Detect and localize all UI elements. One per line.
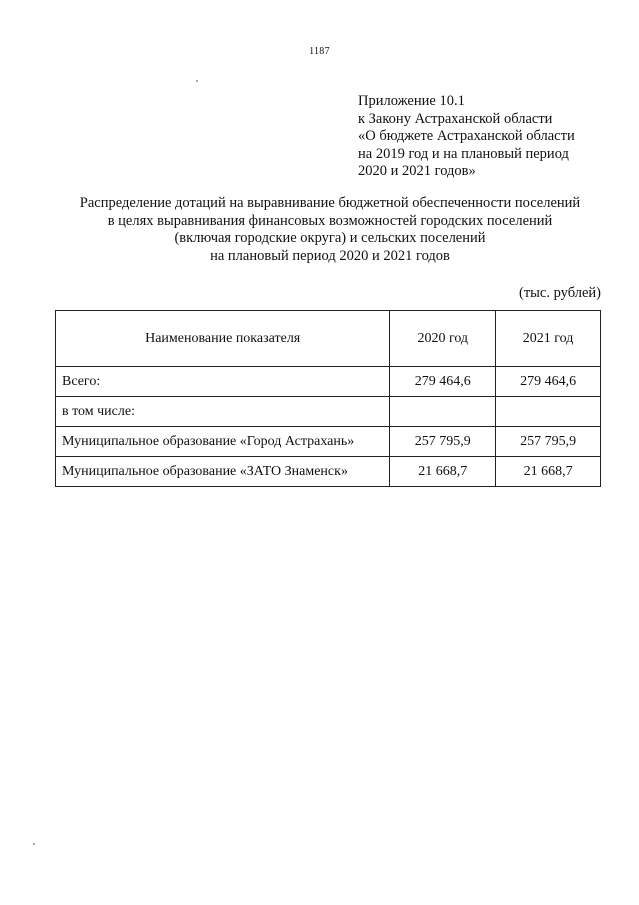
row-value-2021: 257 795,9 (496, 427, 601, 457)
header-indicator-name: Наименование показателя (56, 311, 390, 367)
appendix-line: «О бюджете Астраханской области (358, 128, 575, 144)
row-name: Всего: (56, 367, 390, 397)
appendix-line: на 2019 год и на плановый период (358, 145, 569, 162)
table-row (56, 397, 601, 427)
row-value-2020: 257 795,9 (390, 427, 496, 457)
row-value-2021: 21 668,7 (496, 457, 601, 487)
units-label: (тыс. рублей) (519, 285, 601, 301)
appendix-line: 2020 и 2021 годов» (358, 163, 476, 179)
page-number: 1187 (309, 46, 330, 57)
appendix-reference (358, 93, 575, 181)
row-value-2021: 279 464,6 (496, 367, 601, 397)
document-title (40, 195, 620, 265)
title-line: (включая городские округа) и сельских поселений (174, 230, 486, 246)
header-year-2020: 2020 год (390, 311, 496, 367)
scan-speck (196, 80, 198, 82)
appendix-line: Приложение 10.1 (358, 93, 465, 109)
subsidy-table (55, 310, 601, 487)
scan-speck (33, 843, 35, 845)
title-line: в целях выравнивания финансовых возможностей городских поселений (107, 212, 553, 229)
header-year-2021: 2021 год (496, 311, 601, 367)
table-header-row (56, 311, 601, 367)
table-row (56, 457, 601, 487)
row-value-2021 (496, 397, 601, 427)
row-value-2020 (390, 397, 496, 427)
appendix-line: к Закону Астраханской области (358, 110, 553, 127)
title-line: Распределение дотаций на выравнивание бюджетной обеспеченности поселений (79, 195, 581, 211)
title-line: на плановый период 2020 и 2021 годов (210, 247, 450, 264)
table-row (56, 427, 601, 457)
row-name: в том числе: (56, 397, 390, 427)
row-value-2020: 21 668,7 (390, 457, 496, 487)
row-name: Муниципальное образование «ЗАТО Знаменск» (56, 457, 390, 487)
row-value-2020: 279 464,6 (390, 367, 496, 397)
row-name: Муниципальное образование «Город Астрахань» (56, 427, 390, 457)
table-row (56, 367, 601, 397)
